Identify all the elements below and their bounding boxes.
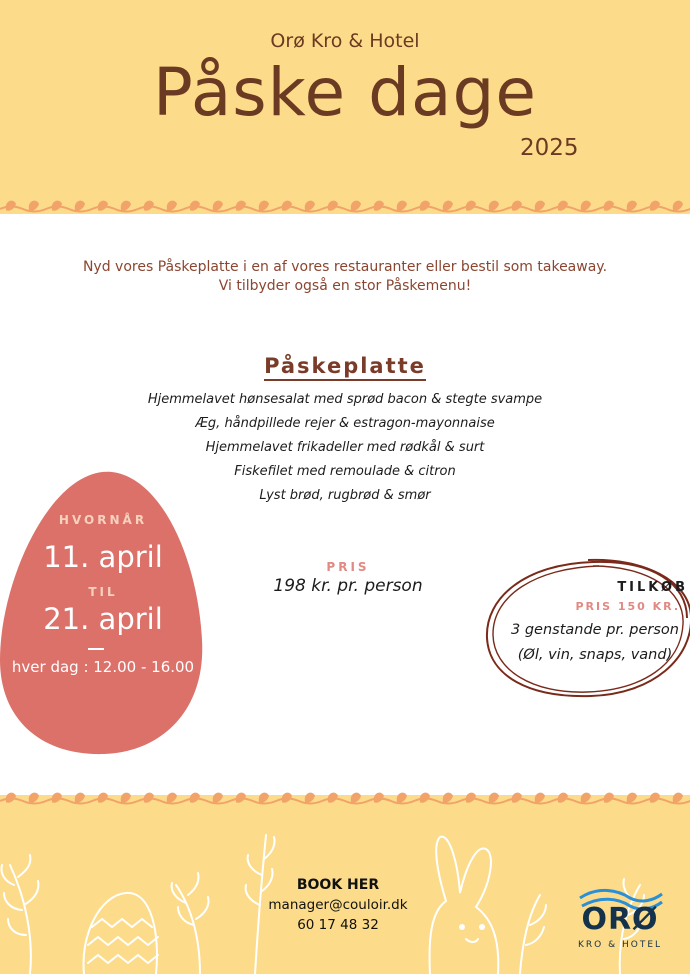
booking-info (248, 876, 428, 935)
leaf (627, 793, 637, 803)
leaf (144, 201, 154, 211)
leaf (397, 793, 407, 803)
leaf (167, 201, 177, 211)
leaf (282, 793, 292, 803)
menu-item: Hjemmelavet hønsesalat med sprød bacon & stegte svampe (147, 392, 543, 407)
leaf (98, 793, 108, 803)
logo: ORØ (581, 902, 659, 937)
when-label: HVORNÅR (58, 513, 148, 527)
leaf (673, 793, 683, 803)
leaf (604, 201, 614, 211)
leaf (6, 793, 16, 803)
booking-phone[interactable]: 60 17 48 32 (297, 917, 379, 933)
leaf (581, 793, 591, 803)
opening-hours: hver dag : 12.00 - 16.00 (11, 658, 195, 676)
leaf (6, 201, 16, 211)
menu-heading (0, 354, 690, 378)
leaf (29, 793, 39, 803)
til-label: TIL (88, 585, 118, 599)
addon-price: PRIS 150 KR. (575, 600, 680, 613)
price-label: PRIS (326, 560, 370, 574)
addon-description (502, 618, 688, 668)
leaf (98, 201, 108, 211)
leaf (259, 793, 269, 803)
menu-title: Påskeplatte (264, 354, 426, 381)
divider (88, 648, 104, 650)
leaf (167, 793, 177, 803)
leaf (29, 201, 39, 211)
page-title: Påske dage (153, 54, 537, 131)
menu-item: Hjemmelavet frikadeller med rødkål & surt (205, 440, 485, 455)
leaf (443, 793, 453, 803)
leaf (236, 201, 246, 211)
menu-item: Lyst brød, rugbrød & smør (259, 488, 431, 503)
leaf (420, 793, 430, 803)
leaf (213, 201, 223, 211)
leaf (443, 201, 453, 211)
leaf (328, 201, 338, 211)
price-value: 198 kr. pr. person (273, 576, 423, 596)
leaf (604, 793, 614, 803)
leaf (144, 793, 154, 803)
leaf (535, 793, 545, 803)
leaf (351, 793, 361, 803)
leaf (650, 201, 660, 211)
addon-line-2: (Øl, vin, snaps, vand) (517, 647, 673, 663)
leaf (121, 793, 131, 803)
leaf-vine-bottom (0, 786, 690, 816)
end-date: 21. april (43, 602, 163, 636)
leaf (328, 793, 338, 803)
leaf (420, 201, 430, 211)
leaf (259, 201, 269, 211)
leaf (489, 201, 499, 211)
leaf (466, 793, 476, 803)
leaf (213, 793, 223, 803)
intro-line-2: Vi tilbyder også en stor Påskemenu! (218, 278, 472, 294)
intro-text (0, 258, 690, 296)
intro-line-1: Nyd vores Påskeplatte i en af vores restauranter eller bestil som takeaway. (82, 259, 608, 275)
leaf (374, 793, 384, 803)
leaf (190, 201, 200, 211)
leaf (52, 201, 62, 211)
leaf (75, 201, 85, 211)
leaf (121, 201, 131, 211)
leaf (305, 201, 315, 211)
leaf (581, 201, 591, 211)
leaf (558, 793, 568, 803)
booking-label: BOOK HER (296, 877, 380, 893)
menu-item: Æg, håndpillede rejer & estragon-mayonnaise (195, 416, 495, 431)
leaf (535, 201, 545, 211)
hotel-name: Orø Kro & Hotel (270, 30, 420, 52)
addon-line-1: 3 genstande pr. person (511, 622, 679, 638)
leaf (489, 793, 499, 803)
leaf (512, 793, 522, 803)
leaf (236, 793, 246, 803)
leaf (374, 201, 384, 211)
leaf (558, 201, 568, 211)
leaf (190, 793, 200, 803)
leaf-vine-top (0, 194, 690, 224)
leaf (650, 793, 660, 803)
leaf (305, 793, 315, 803)
leaf (466, 201, 476, 211)
booking-email[interactable]: manager@couloir.dk (268, 897, 408, 913)
menu-item: Fiskefilet med remoulade & citron (234, 464, 456, 479)
start-date: 11. april (43, 540, 163, 574)
leaf (397, 201, 407, 211)
year-label: 2025 (520, 135, 579, 161)
leaf (351, 201, 361, 211)
leaf (627, 201, 637, 211)
leaf (75, 793, 85, 803)
addon-label: TILKØB (617, 580, 688, 595)
leaf (673, 201, 683, 211)
logo-subtitle: KRO & HOTEL (577, 940, 663, 950)
leaf (512, 201, 522, 211)
leaf (52, 793, 62, 803)
leaf (282, 201, 292, 211)
